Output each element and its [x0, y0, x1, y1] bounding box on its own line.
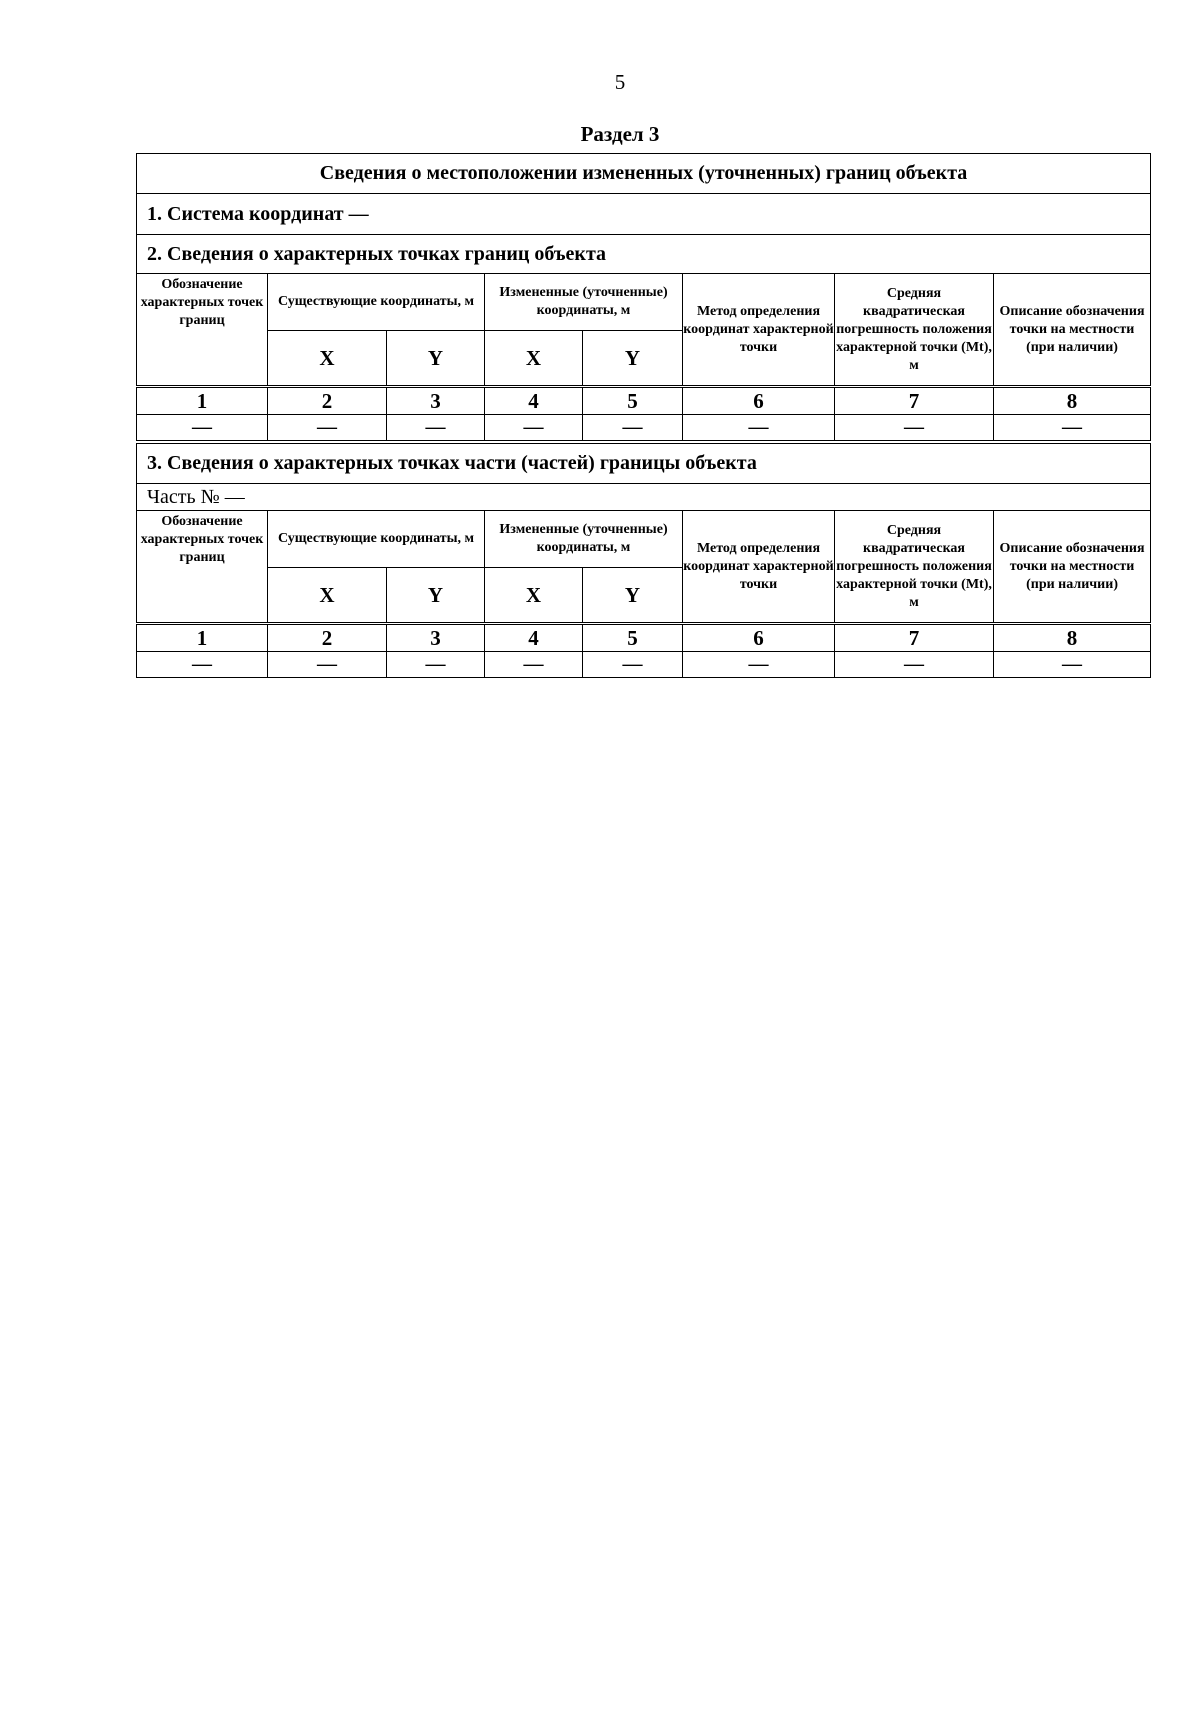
empty-cell: — [485, 415, 583, 441]
column-number: 3 [387, 387, 485, 415]
header-existing-y: Y [387, 331, 485, 387]
header-row-1 [137, 274, 1151, 331]
column-number: 7 [835, 387, 994, 415]
coordinate-system-label: 1. Система координат — [137, 194, 1151, 235]
empty-cell: — [583, 415, 683, 441]
column-number: 2 [268, 387, 387, 415]
page-number: 5 [614, 70, 626, 94]
column-number: 1 [137, 624, 268, 652]
empty-cell: — [387, 652, 485, 678]
empty-cell: — [583, 652, 683, 678]
table-title: Сведения о местоположении измененных (уточненных) границ объекта [137, 154, 1151, 194]
header-error: Средняя квадратическая погрешность положения характерной точки (Mt), м [835, 511, 994, 624]
header-changed-y: Y [583, 568, 683, 624]
header-description: Описание обозначения точки на местности (при наличии) [994, 511, 1151, 624]
table-row [137, 652, 1151, 678]
column-number-row [137, 387, 1151, 415]
column-number: 8 [994, 387, 1151, 415]
header-method: Метод определения координат характерной точки [683, 274, 835, 387]
header-error: Средняя квадратическая погрешность положения характерной точки (Mt), м [835, 274, 994, 387]
header-existing-x: X [268, 331, 387, 387]
header-point-designation: Обозначение характерных точек границ [137, 274, 268, 387]
header-changed-y: Y [583, 331, 683, 387]
column-number: 2 [268, 624, 387, 652]
empty-cell: — [387, 415, 485, 441]
header-existing-x: X [268, 568, 387, 624]
empty-cell: — [485, 652, 583, 678]
empty-cell: — [994, 652, 1151, 678]
header-existing-coords: Существующие координаты, м [268, 511, 485, 568]
table-row [137, 415, 1151, 441]
column-number: 6 [683, 387, 835, 415]
header-row-1 [137, 511, 1151, 568]
column-number: 7 [835, 624, 994, 652]
header-existing-coords: Существующие координаты, м [268, 274, 485, 331]
column-number: 3 [387, 624, 485, 652]
empty-cell: — [268, 415, 387, 441]
section-title: Раздел 3 [580, 122, 660, 146]
table-title-row [137, 154, 1151, 194]
part-number-label: Часть № — [137, 484, 1151, 511]
column-number-row [137, 624, 1151, 652]
empty-cell: — [994, 415, 1151, 441]
points-heading: 2. Сведения о характерных точках границ объекта [137, 235, 1151, 274]
boundary-table [136, 153, 1151, 441]
part-boundary-table [136, 443, 1151, 678]
header-changed-x: X [485, 331, 583, 387]
header-changed-coords: Измененные (уточненные) координаты, м [485, 511, 683, 568]
coordinate-system-row [137, 194, 1151, 235]
header-existing-y: Y [387, 568, 485, 624]
empty-cell: — [683, 415, 835, 441]
empty-cell: — [137, 652, 268, 678]
empty-cell: — [683, 652, 835, 678]
header-description: Описание обозначения точки на местности (при наличии) [994, 274, 1151, 387]
column-number: 6 [683, 624, 835, 652]
empty-cell: — [268, 652, 387, 678]
header-changed-x: X [485, 568, 583, 624]
part-heading-row [137, 444, 1151, 484]
column-number: 4 [485, 387, 583, 415]
header-method: Метод определения координат характерной точки [683, 511, 835, 624]
empty-cell: — [137, 415, 268, 441]
header-changed-coords: Измененные (уточненные) координаты, м [485, 274, 683, 331]
part-number-row [137, 484, 1151, 511]
empty-cell: — [835, 652, 994, 678]
column-number: 8 [994, 624, 1151, 652]
column-number: 5 [583, 387, 683, 415]
column-number: 4 [485, 624, 583, 652]
header-point-designation: Обозначение характерных точек границ [137, 511, 268, 624]
column-number: 1 [137, 387, 268, 415]
part-heading: 3. Сведения о характерных точках части (частей) границы объекта [137, 444, 1151, 484]
empty-cell: — [835, 415, 994, 441]
column-number: 5 [583, 624, 683, 652]
points-heading-row [137, 235, 1151, 274]
